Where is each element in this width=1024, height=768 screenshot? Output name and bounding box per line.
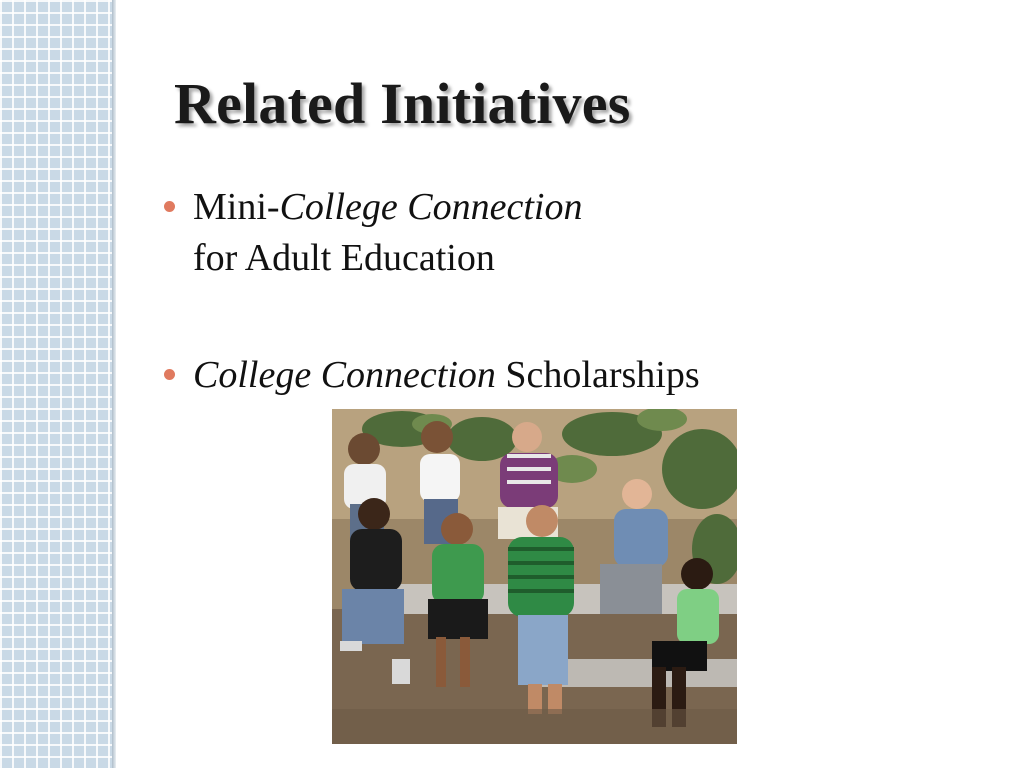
bullet-text-rest: Scholarships: [495, 354, 700, 396]
decorative-grid-strip: [0, 0, 112, 768]
slide-title: Related Initiatives: [174, 71, 631, 136]
bullet-item-mini-college-connection: [162, 182, 700, 284]
bullet-text-prefix: Mini-: [193, 186, 280, 228]
photo-illustration: [332, 409, 737, 744]
strip-edge-shadow: [112, 0, 116, 768]
bullet-text-italic: College Connection: [279, 186, 583, 228]
bullet-dot-icon: [164, 201, 175, 212]
bullet-line-2: for Adult Education: [193, 237, 495, 279]
students-group-photo: [332, 409, 737, 744]
bullet-item-scholarships: [162, 350, 700, 401]
bullet-line-1: [193, 182, 700, 233]
bullet-text-italic: College Connection: [193, 354, 496, 396]
bullet-dot-icon: [164, 369, 175, 380]
bullet-list: [162, 182, 700, 401]
bullet-line-1: [193, 350, 700, 401]
